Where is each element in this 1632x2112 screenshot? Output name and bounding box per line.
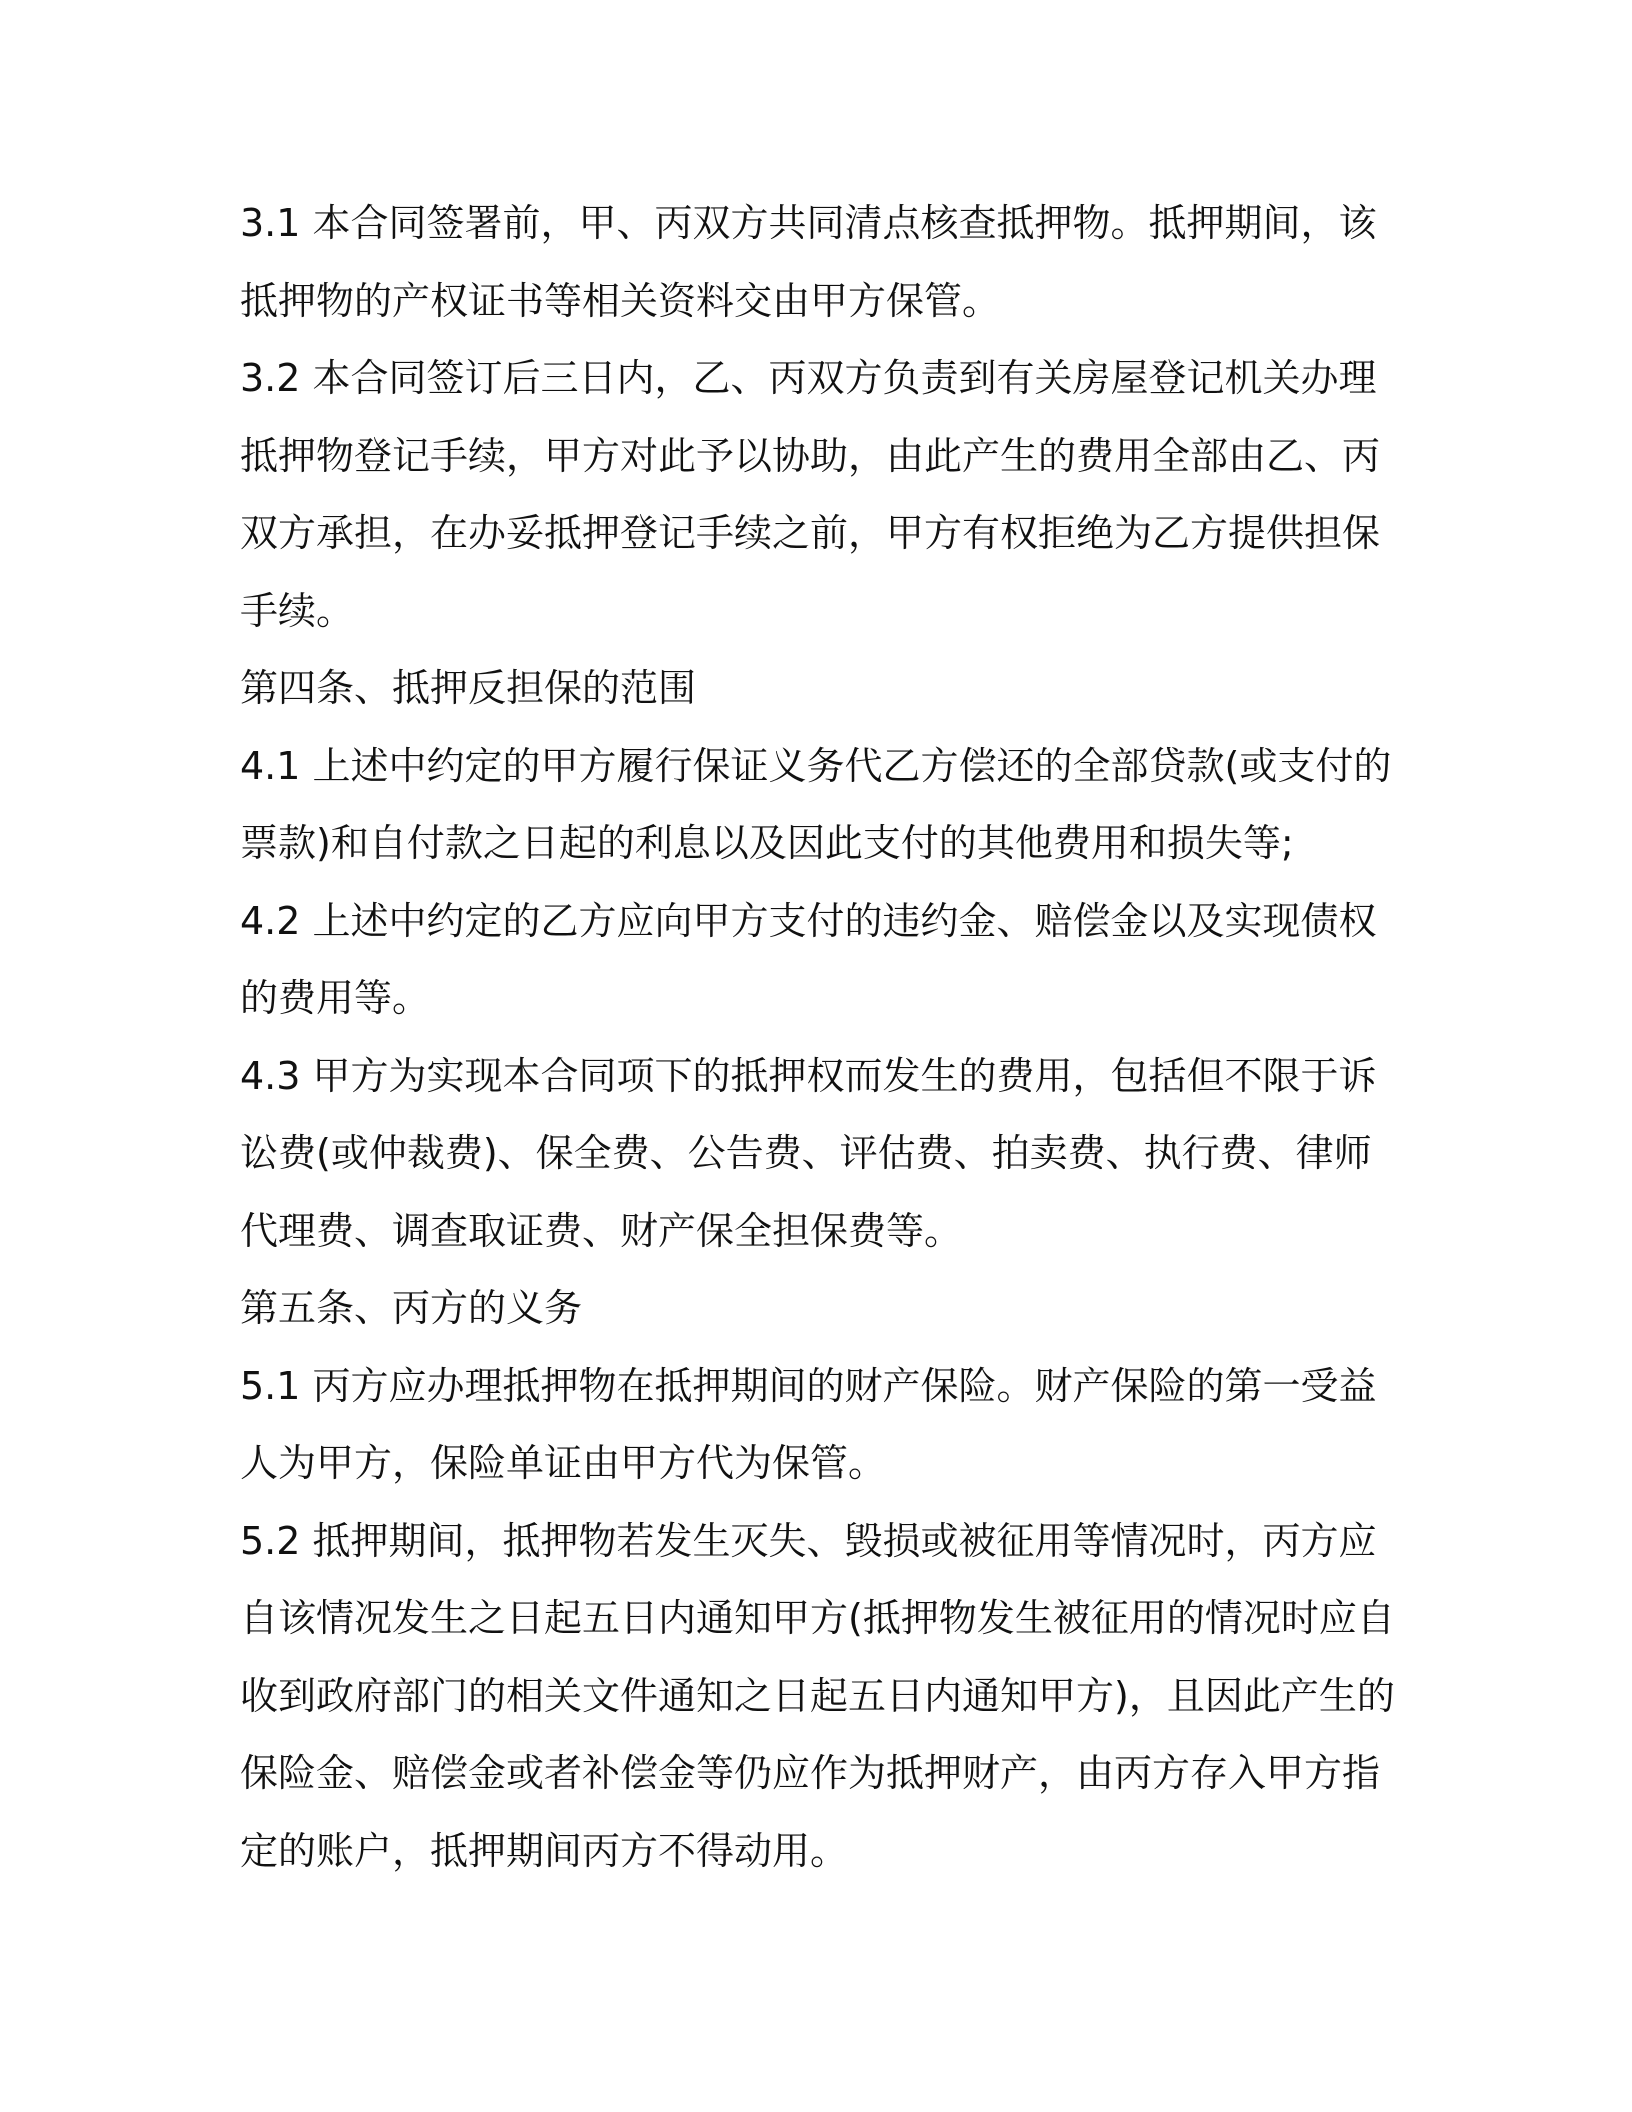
article-4-heading: 第四条、抵押反担保的范围 bbox=[240, 666, 697, 710]
clause-3-2: 3.2 本合同签订后三日内，乙、丙双方负责到有关房屋登记机关办理抵押物登记手续，甲方对此予以协助，由此产生的费用全部由乙、丙双方承担，在办妥抵押登记手续之前，甲方有权拒绝为乙方提供担保手续。 bbox=[240, 356, 1381, 633]
clause-4-2: 4.2 上述中约定的乙方应向甲方支付的违约金、赔偿金以及实现债权的费用等。 bbox=[240, 898, 1377, 1020]
clause-4-1: 4.1 上述中约定的甲方履行保证义务代乙方偿还的全部贷款(或支付的票款)和自付款之日起的利息以及因此支付的其他费用和损失等; bbox=[240, 743, 1392, 865]
clause-4-3: 4.3 甲方为实现本合同项下的抵押权而发生的费用，包括但不限于诉讼费(或仲裁费)、保全费、公告费、评估费、拍卖费、执行费、律师代理费、调查取证费、财产保全担保费等。 bbox=[240, 1053, 1377, 1253]
clause-5-1: 5.1 丙方应办理抵押物在抵押期间的财产保险。财产保险的第一受益人为甲方，保险单证由甲方代为保管。 bbox=[240, 1363, 1377, 1485]
article-5-heading: 第五条、丙方的义务 bbox=[240, 1286, 583, 1330]
document-body bbox=[240, 185, 1400, 1890]
clause-3-1: 3.1 本合同签署前，甲、丙双方共同清点核查抵押物。抵押期间，该抵押物的产权证书等相关资料交由甲方保管。 bbox=[240, 201, 1377, 323]
clause-5-2: 5.2 抵押期间，抵押物若发生灭失、毁损或被征用等情况时，丙方应自该情况发生之日起五日内通知甲方(抵押物发生被征用的情况时应自收到政府部门的相关文件通知之日起五日内通知甲方)，且因此产生的保险金、赔偿金或者补偿金等仍应作为抵押财产，由丙方存入甲方指定的账户，抵押期间丙方不得动用。 bbox=[240, 1518, 1395, 1873]
